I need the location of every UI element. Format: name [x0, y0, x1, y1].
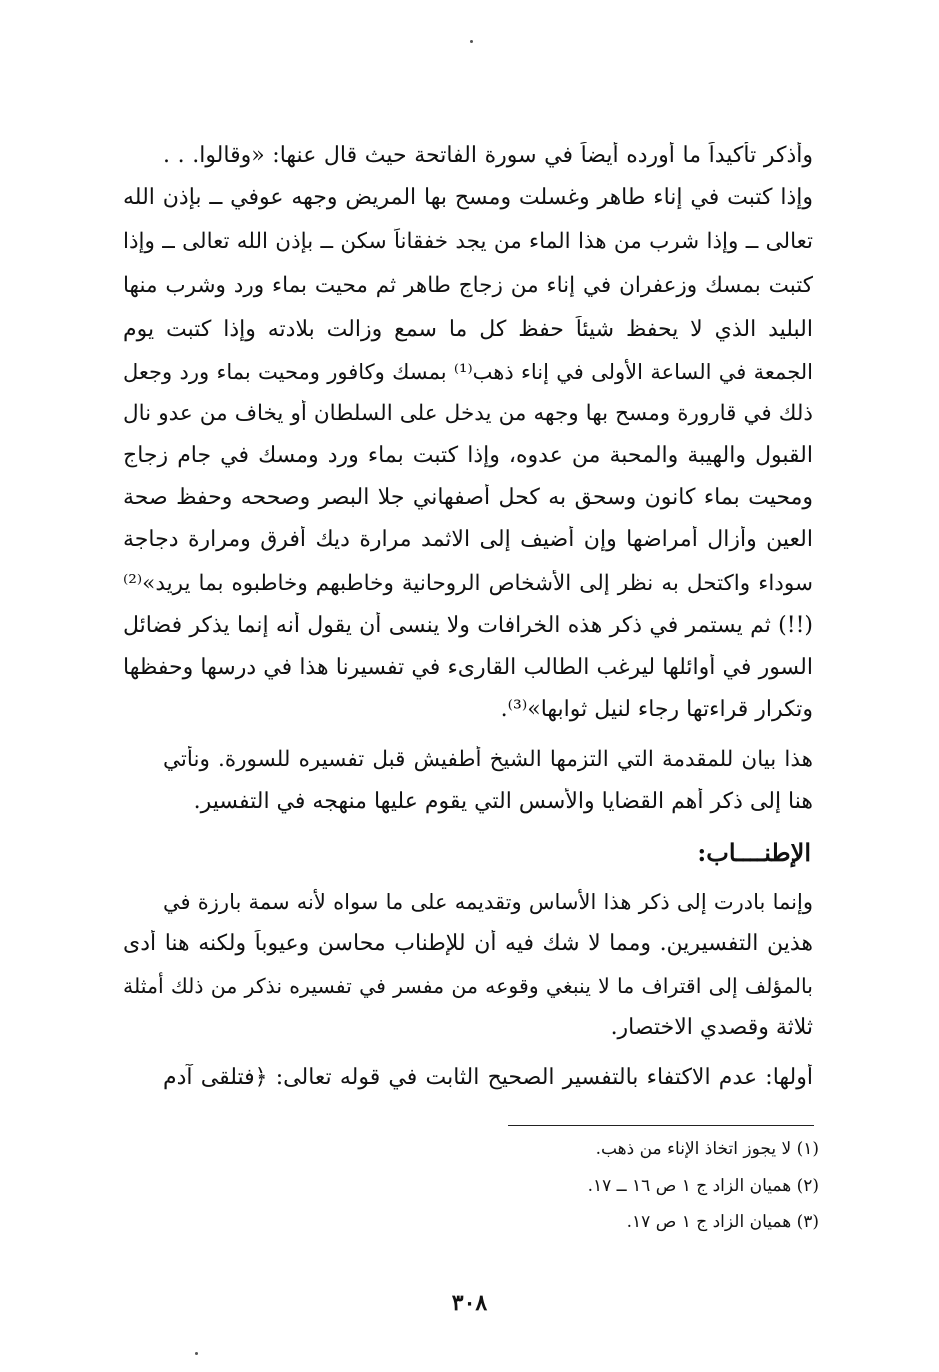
text-line: تعالى ــ وإذا شرب من هذا الماء من يجد خفقاناً سكن ــ بإذن الله تعالى ــ وإذا: [123, 229, 813, 254]
text-line: ذلك في قارورة ومسح بها وجهه من يدخل على السلطان أو يخاف من عدو نال: [123, 401, 813, 426]
text-line: كتبت بمسك وزعفران في إناء من زجاج طاهر ثم محيت بماء ورد وشرب منها: [123, 273, 813, 298]
footnote: (١) لا يجوز اتخاذ الإناء من ذهب.: [595, 1139, 819, 1159]
page-number: ٣٠٨: [451, 1290, 488, 1316]
text-line: سوداء واكتحل به نظر إلى الأشخاص الروحانية وخاطبهم وخاطبوه بما يريد»⁽²⁾: [123, 571, 813, 596]
text-line: بالمؤلف إلى اقتراف ما لا ينبغي وقوعه من مفسر في تفسيره نذكر من ذلك أمثلة: [123, 974, 813, 998]
text-line: ومحيت بماء كانون وسحق به كحل أصفهاني جلا البصر وصححه وحفظ صحة: [123, 485, 813, 510]
text-line: القبول والهيبة والمحبة من عدوه، وإذا كتبت بماء ورد ومسك في جام زجاج: [123, 443, 813, 468]
text-line: البليد الذي لا يحفظ شيئاً حفظ كل ما سمع وزالت بلادته وإذا كتبت يوم: [123, 317, 813, 342]
footnote: (٢) هميان الزاد ج ١ ص ١٦ ــ ١٧.: [587, 1176, 819, 1196]
text-line: هنا إلى ذكر أهم القضايا والأسس التي يقوم عليها منهجه في التفسير.: [193, 789, 813, 814]
text-line: هذين التفسيرين. ومما لا شك فيه أن للإطناب محاسن وعيوباً ولكنه هنا أدى: [123, 931, 813, 956]
text-line: وإذا كتبت في إناء طاهر وغسلت ومسح بها المريض وجهه عوفي ــ بإذن الله: [123, 185, 813, 210]
scan-speck: [195, 1352, 198, 1355]
text-line: (!!) ثم يستمر في ذكر هذه الخرافات ولا ينسى أن يقول أنه إنما يذكر فضائل: [123, 613, 813, 638]
text-line: ثلاثة وقصدي الاختصار.: [610, 1015, 813, 1040]
text-line: هذا بيان للمقدمة التي التزمها الشيخ أطفيش قبل تفسيره للسورة. ونأتي: [163, 747, 813, 772]
text-line: السور في أوائلها ليرغب الطالب القارىء في تفسيرنا هذا في درسها وحفظها: [123, 655, 813, 680]
scan-speck: [470, 40, 473, 43]
text-line: أولها: عدم الاكتفاء بالتفسير الصحيح الثابت في قوله تعالى: ﴿فتلقى آدم: [163, 1065, 813, 1090]
text-line: وأذكر تأكيداً ما أورده أيضاً في سورة الفاتحة حيث قال عنها: «وقالوا. . .: [163, 143, 813, 168]
footnote: (٣) هميان الزاد ج ١ ص ١٧.: [626, 1212, 819, 1232]
text-line: وتكرار قراءتها رجاء لنيل ثوابها»⁽³⁾.: [500, 697, 813, 722]
text-line: العين وأزال أمراضها وإن أضيف إلى الاثمد مرارة ديك أفرق ومرارة دجاجة: [123, 527, 813, 552]
section-heading: الإطنــــاب:: [697, 838, 811, 867]
text-line: وإنما بادرت إلى ذكر هذا الأساس وتقديمه على ما سواه لأنه سمة بارزة في: [163, 890, 813, 914]
footnote-separator: [508, 1125, 814, 1126]
text-line: الجمعة في الساعة الأولى في إناء ذهب⁽¹⁾ بمسك وكافور ومحيت بماء ورد وجعل: [123, 360, 813, 384]
